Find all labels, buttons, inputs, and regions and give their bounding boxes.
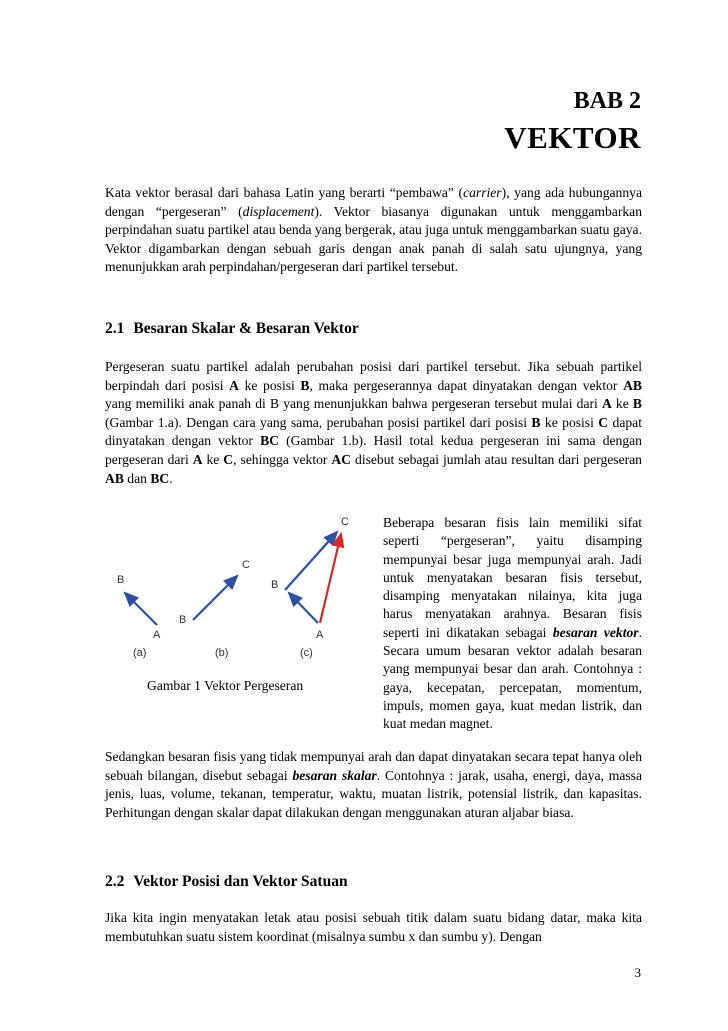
chapter-title: VEKTOR [504, 120, 641, 155]
section-1-heading: 2.1 Besaran Skalar & Besaran Vektor [105, 320, 359, 337]
page-number: 3 [634, 965, 641, 980]
label-b-B: B [179, 614, 187, 626]
section-2-paragraph-1: Jika kita ingin menyatakan letak atau posisi sebuah titik dalam suatu bidang datar, maka kita membutuhkan suatu sistem koordinat (misalnya sumbu x dan sumbu y). Dengan [105, 910, 642, 944]
section-2-heading: 2.2 Vektor Posisi dan Vektor Satuan [105, 873, 348, 890]
sublabel-a: (a) [133, 647, 147, 659]
vector-ab-a [125, 593, 157, 625]
label-a-A: A [153, 629, 161, 641]
vector-diagram [105, 510, 375, 675]
intro-paragraph: Kata vektor berasal dari bahasa Latin yang berarti “pembawa” (carrier), yang ada hubungannya dengan “pergeseran” (displacement). Vektor biasanya digunakan untuk menggambarkan perpindahan suatu partikel atau benda yang bergerak, atau juga untuk menggambarkan suatu gaya. Vektor digambarkan dengan sebuah garis dengan anak panah di salah satu ujungnya, yang menunjukkan arah perpindahan/pergeseran dari partikel tersebut. [105, 185, 642, 275]
label-c-C: C [341, 516, 349, 528]
chapter-number: BAB 2 [573, 88, 641, 114]
figure-caption: Gambar 1 Vektor Pergeseran [147, 678, 304, 693]
label-a-B: B [117, 574, 125, 586]
section-1-side-paragraph: Beberapa besaran fisis lain memiliki sifat seperti “pergeseran”, yaitu disamping mempunyai besar juga mempunyai arah. Jadi untuk menyatakan besaran fisis tersebut, disamping menyatakan nilainya, kita juga harus menyatakan arahnya. Besaran fisis seperti ini dikatakan sebagai besaran vektor. Secara umum besaran vektor adalah besaran yang mempunyai besar dan arah. Contohnya : gaya, kecepatan, percepatan, momentum, impuls, momen gaya, kuat medan listrik, dan kuat medan magnet. [383, 515, 642, 732]
vector-bc-b [193, 576, 237, 620]
label-b-C: C [242, 559, 250, 571]
vector-ab-c [289, 593, 318, 623]
sublabel-c: (c) [300, 647, 313, 659]
section-1-paragraph-1: Pergeseran suatu partikel adalah perubahan posisi dari partikel tersebut. Jika sebuah partikel berpindah dari posisi A ke posisi B, maka pergeserannya dapat dinyatakan dengan vektor AB yang memiliki anak panah di B yang menunjukkan bahwa pergeseran tersebut mulai dari A ke B (Gambar 1.a). Dengan cara yang sama, perubahan posisi partikel dari posisi B ke posisi C dapat dinyatakan dengan vektor BC (Gambar 1.b). Hasil total kedua pergeseran ini sama dengan pergeseran dari A ke C, sehingga vektor AC disebut sebagai jumlah atau resultan dari pergeseran AB dan BC. [105, 359, 642, 486]
sublabel-b: (b) [215, 647, 229, 659]
label-c-B: B [271, 579, 279, 591]
label-c-A: A [316, 629, 324, 641]
section-1-paragraph-2: Sedangkan besaran fisis yang tidak mempunyai arah dan dapat dinyatakan secara tepat hanya oleh sebuah bilangan, disebut sebagai besaran skalar. Contohnya : jarak, usaha, energi, daya, massa jenis, luas, volume, tekanan, temperatur, waktu, muatan listrik, potensial listrik, dan kapasitas. Perhitungan dengan skalar dapat dilakukan dengan menggunakan aturan aljabar biasa. [105, 749, 643, 820]
vector-figure [105, 510, 375, 710]
